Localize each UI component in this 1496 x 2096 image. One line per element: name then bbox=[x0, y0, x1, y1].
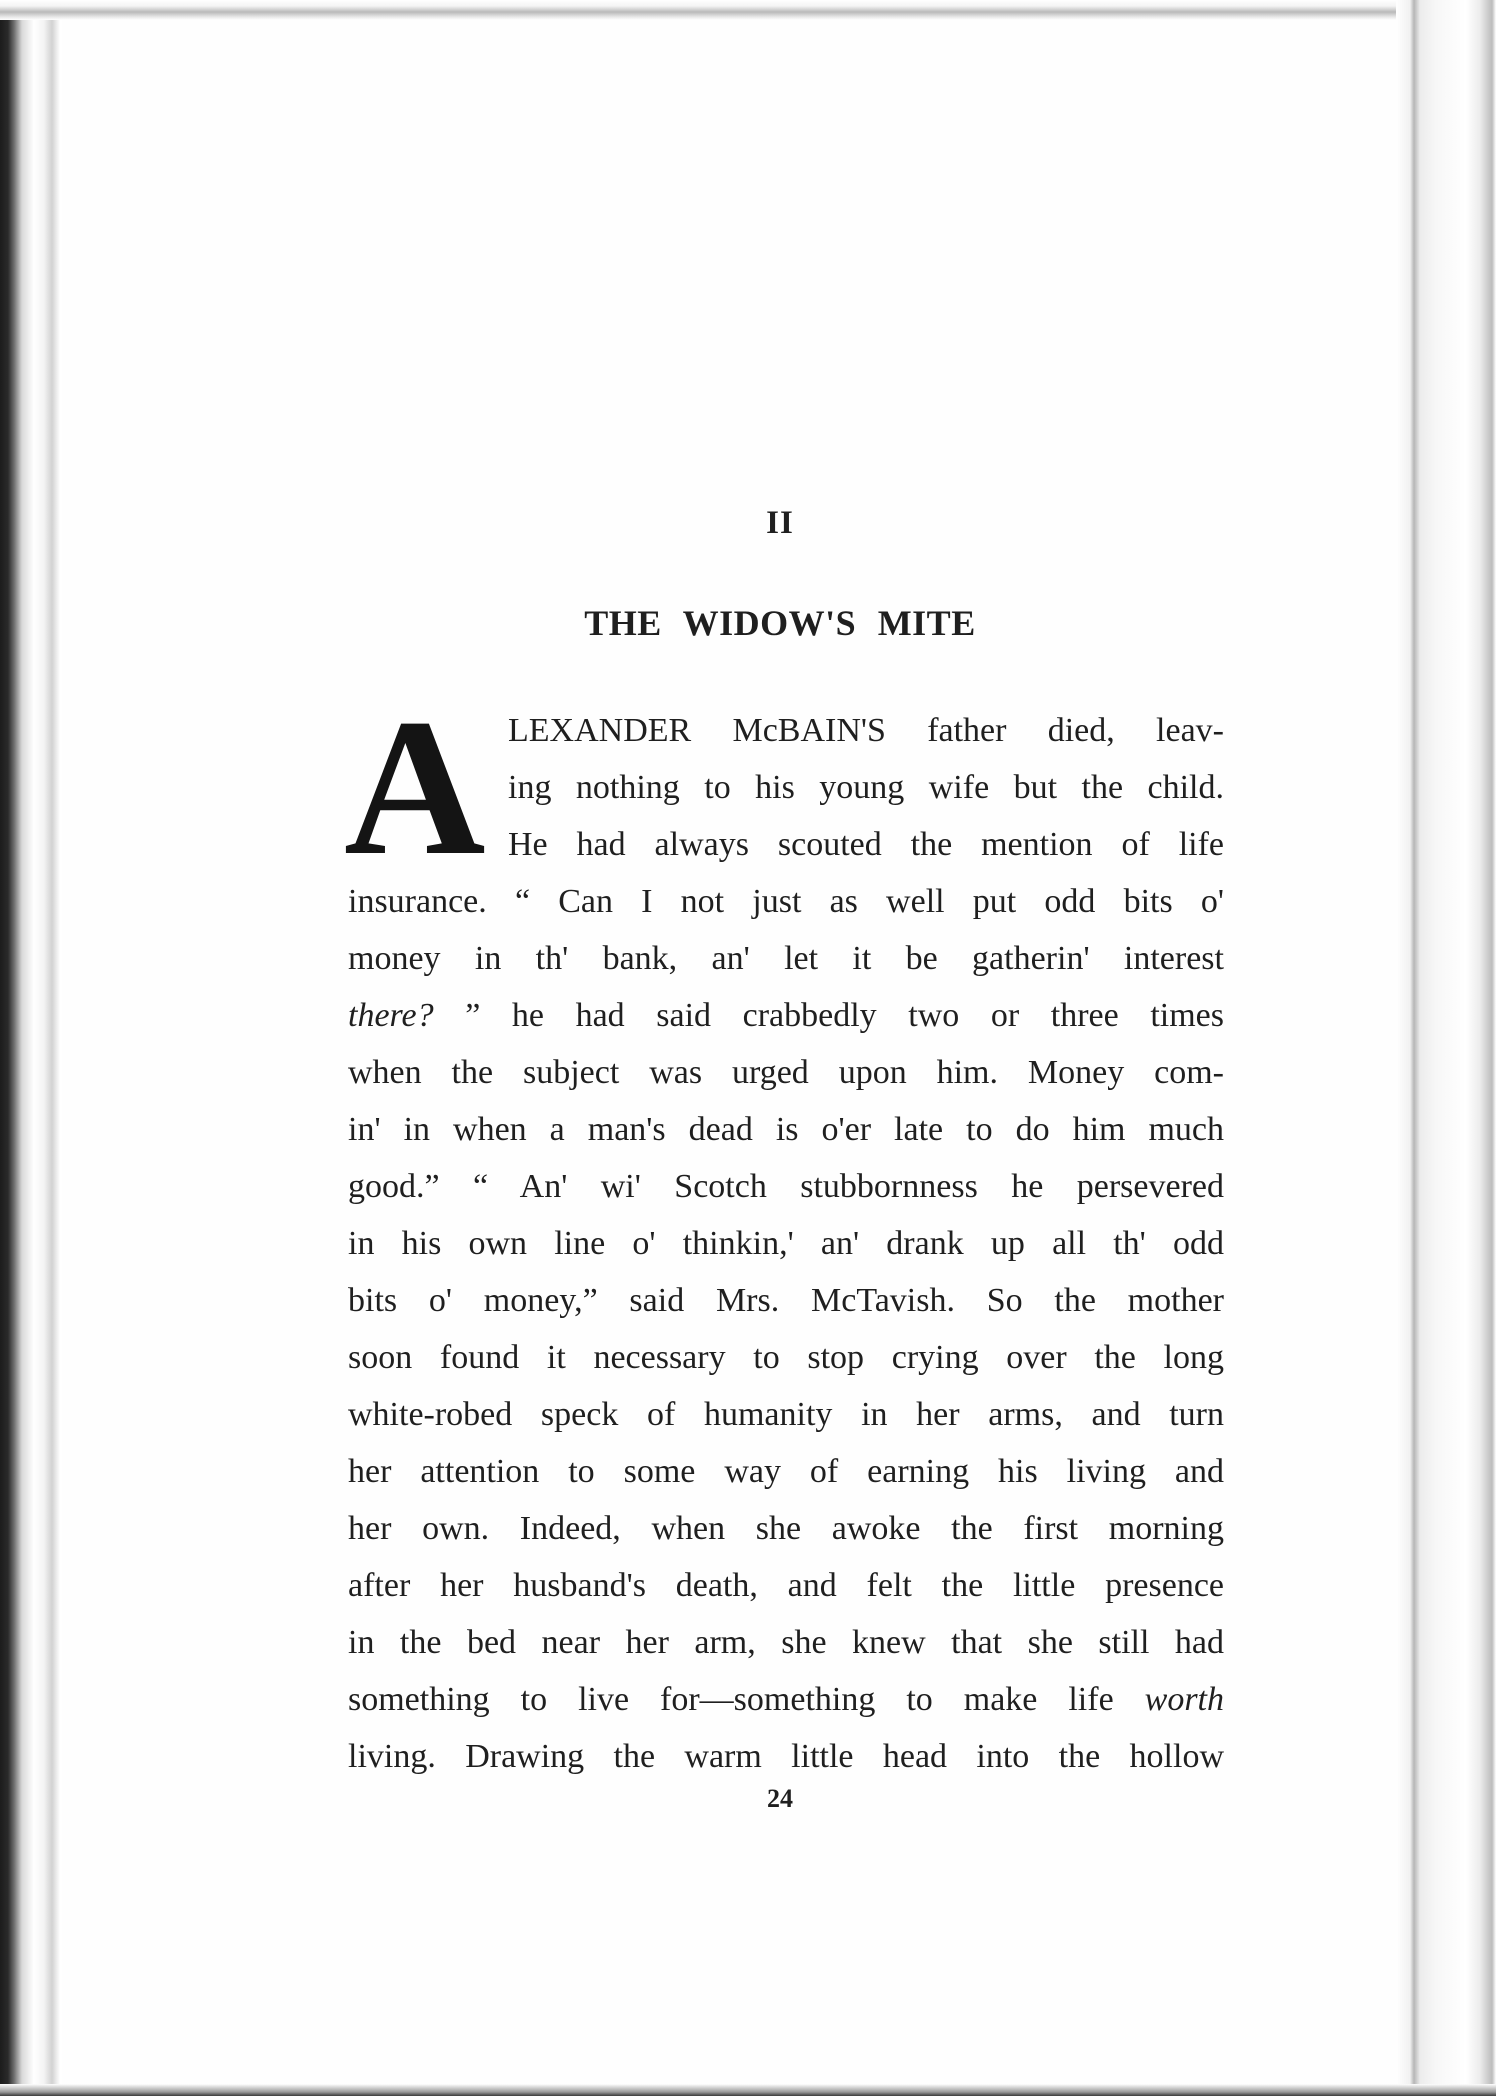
text-line: living. Drawing the warm little head into the hollow bbox=[348, 1738, 1224, 1775]
text-line: something to live for—something to make life worth bbox=[348, 1681, 1224, 1718]
text-line: good.” “ An' wi' Scotch stubbornness he persevered bbox=[348, 1168, 1224, 1205]
opening-paragraph-start bbox=[344, 679, 1224, 896]
text-line: white-robed speck of humanity in her arms, and turn bbox=[348, 1396, 1224, 1433]
page-bottom-edge bbox=[0, 2084, 1496, 2096]
page-right-edge bbox=[1396, 0, 1496, 2096]
text-line: money in th' bank, an' let it be gatherin' interest bbox=[348, 940, 1224, 977]
chapter-title: THE WIDOW'S MITE bbox=[584, 603, 976, 643]
text-line: in the bed near her arm, she knew that she still had bbox=[348, 1624, 1224, 1661]
book-spine-edge bbox=[0, 0, 62, 2096]
page-number: 24 bbox=[767, 1784, 793, 1813]
text-line: bits o' money,” said Mrs. McTavish. So the mother bbox=[348, 1282, 1224, 1319]
text-line: when the subject was urged upon him. Money com- bbox=[348, 1054, 1224, 1091]
chapter-number: II bbox=[766, 505, 794, 541]
text-line: soon found it necessary to stop crying over the long bbox=[348, 1339, 1224, 1376]
text-line: after her husband's death, and felt the little presence bbox=[348, 1567, 1224, 1604]
text-line: in his own line o' thinkin,' an' drank up all th' odd bbox=[348, 1225, 1224, 1262]
body-text bbox=[344, 679, 1224, 1785]
drop-cap-letter: A bbox=[344, 679, 486, 896]
text-line: her attention to some way of earning his living and bbox=[348, 1453, 1224, 1490]
text-line: He had always scouted the mention of life bbox=[508, 826, 1224, 863]
text-line: there? ” he had said crabbedly two or three times bbox=[348, 997, 1224, 1034]
text-line: her own. Indeed, when she awoke the first morning bbox=[348, 1510, 1224, 1547]
text-line: in' in when a man's dead is o'er late to do him much bbox=[348, 1111, 1224, 1148]
text-line: insurance. “ Can I not just as well put odd bits o' bbox=[348, 883, 1224, 920]
text-line: ing nothing to his young wife but the child. bbox=[508, 769, 1224, 806]
text-line: LEXANDER McBAIN'S father died, leav- bbox=[508, 712, 1224, 749]
page-top-edge bbox=[0, 0, 1496, 20]
